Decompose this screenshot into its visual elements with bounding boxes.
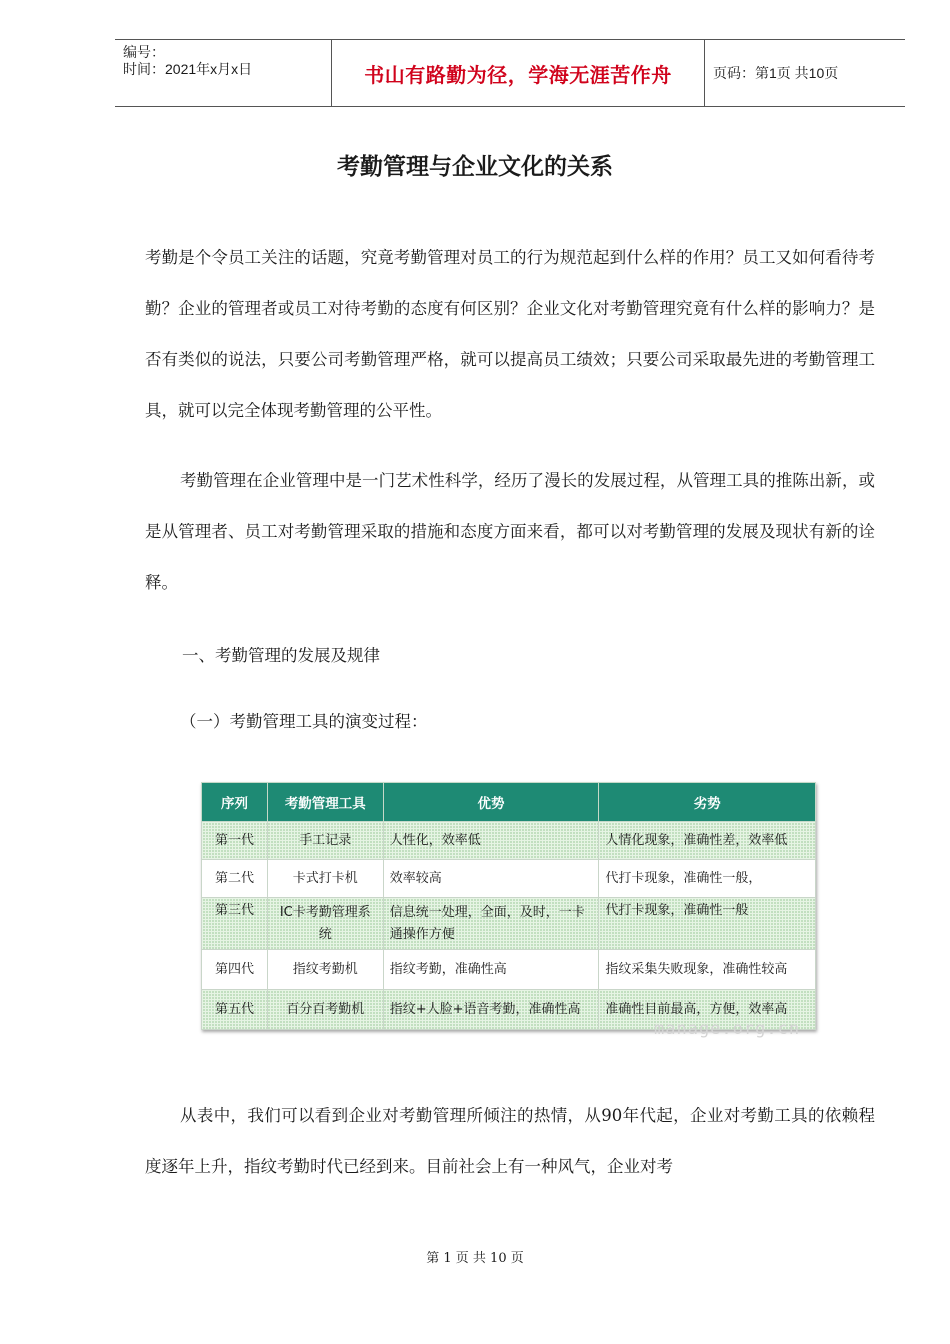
subsection-heading: （一）考勤管理工具的演变过程： (180, 712, 428, 731)
document-title: 考勤管理与企业文化的关系 (337, 154, 613, 180)
page-header (115, 39, 905, 107)
table-cell: 第五代 (202, 990, 268, 1030)
table-cell: 人情化现象，准确性差，效率低 (599, 822, 816, 860)
table-cell: 指纹考勤机 (267, 950, 383, 990)
table-row (202, 860, 816, 898)
header-motto: 书山有路勤为径，学海无涯苦作舟 (364, 62, 672, 87)
page-footer: 第 1 页 共 10 页 (426, 1251, 524, 1266)
table-header-row (202, 783, 816, 822)
table-cell: 指纹+人脸+语音考勤，准确性高 (383, 990, 599, 1030)
table-cell: 指纹考勤，准确性高 (383, 950, 599, 990)
table-cell: 效率较高 (383, 860, 599, 898)
table-cell: 第四代 (202, 950, 268, 990)
image-watermark: manage.org.cn (654, 1019, 801, 1039)
paragraph-intro: 考勤是个令员工关注的话题，究竟考勤管理对员工的行为规范起到什么样的作用？员工又如何看待考勤？企业的管理者或员工对待考勤的态度有何区别？企业文化对考勤管理究竟有什么样的影响力？是否有类似的说法，只要公司考勤管理严格，就可以提高员工绩效；只要公司采取最先进的考勤管理工具，就可以完全体现考勤管理的公平性。 (145, 248, 875, 420)
table-header: 序列 (202, 783, 268, 822)
paragraph-development: 考勤管理在企业管理中是一门艺术性科学，经历了漫长的发展过程，从管理工具的推陈出新，或是从管理者、员工对考勤管理采取的措施和态度方面来看，都可以对考勤管理的发展及现状有新的诠释。 (145, 471, 875, 592)
header-page: 页码：第1页 共10页 (705, 40, 906, 107)
table-cell: IC卡考勤管理系统 (267, 898, 383, 950)
header-motto-cell (332, 40, 705, 107)
table-cell: 百分百考勤机 (267, 990, 383, 1030)
table-cell: 第一代 (202, 822, 268, 860)
table-header: 劣势 (599, 783, 816, 822)
tool-evolution-table (201, 782, 816, 1030)
table-cell: 手工记录 (267, 822, 383, 860)
table-row (202, 950, 816, 990)
table-cell: 第二代 (202, 860, 268, 898)
paragraph-table-summary: 从表中，我们可以看到企业对考勤管理所倾注的热情，从90年代起，企业对考勤工具的依赖程度逐年上升，指纹考勤时代已经到来。目前社会上有一种风气，企业对考 (145, 1106, 875, 1176)
table-cell: 卡式打卡机 (267, 860, 383, 898)
table-cell: 信息统一处理，全面，及时，一卡通操作方便 (383, 898, 599, 950)
table-cell: 人性化，效率低 (383, 822, 599, 860)
table-cell: 指纹采集失败现象，准确性较高 (599, 950, 816, 990)
table-header: 考勤管理工具 (267, 783, 383, 822)
header-number: 编号： (123, 44, 165, 60)
table-row (202, 898, 816, 950)
header-time: 时间：2021年x月x日 (123, 61, 253, 77)
table-header: 优势 (383, 783, 599, 822)
table-row (202, 822, 816, 860)
table-cell: 代打卡现象，准确性一般 (599, 898, 816, 950)
table-cell: 代打卡现象，准确性一般， (599, 860, 816, 898)
table-cell: 准确性目前最高，方便，效率高 (599, 990, 816, 1030)
header-meta (115, 40, 332, 107)
table-cell: 第三代 (202, 898, 268, 950)
section-heading: 一、考勤管理的发展及规律 (182, 646, 380, 665)
